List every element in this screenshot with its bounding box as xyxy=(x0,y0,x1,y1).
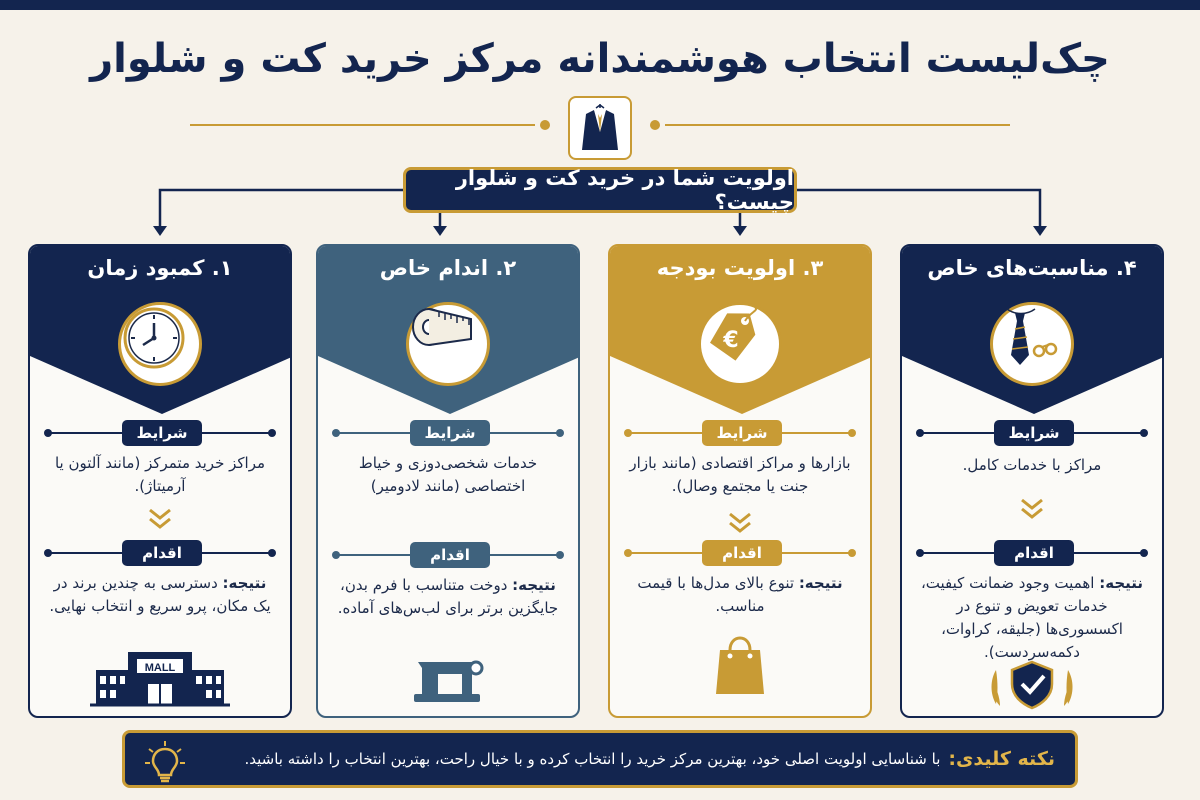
card-special-occasions xyxy=(900,244,1164,718)
quality-shield-icon xyxy=(986,660,1078,710)
conditions-text: بازارها و مراکز اقتصادی (مانند بازار جنت یا مجتمع وصال). xyxy=(629,454,851,495)
action-label: اقدام xyxy=(702,540,782,566)
conditions-label: شرایط xyxy=(122,420,202,446)
conditions-label: شرایط xyxy=(410,420,490,446)
conditions-text: خدمات شخصی‌دوزی و خیاط اختصاصی (مانند لادومیر) xyxy=(358,454,538,495)
action-label: اقدام xyxy=(410,542,490,568)
key-note-text: با شناسایی اولویت اصلی خود، بهترین مرکز خرید را انتخاب کرده و با خیال راحت، بهترین انتخاب را داشته باشید. xyxy=(244,750,941,768)
card-title: ۳. اولویت بودجه xyxy=(656,256,824,280)
card-header xyxy=(610,246,870,416)
clock-icon xyxy=(118,302,202,386)
card-title: ۲. اندام خاص xyxy=(379,256,517,280)
title-divider-dot-left xyxy=(540,120,550,130)
card-time-shortage xyxy=(28,244,292,718)
result-label: نتیجه: xyxy=(1099,574,1144,592)
priority-question: اولویت شما در خرید کت و شلوار چیست؟ xyxy=(403,167,797,213)
measuring-tape-icon xyxy=(406,302,490,386)
mall-sign-text: MALL xyxy=(144,662,176,674)
result-label: نتیجه: xyxy=(222,574,267,592)
mall-building-icon xyxy=(90,644,230,708)
card-header xyxy=(318,246,578,416)
result-value: تنوع بالای مدل‌ها با قیمت مناسب. xyxy=(637,574,795,615)
result-label: نتیجه: xyxy=(512,576,556,594)
result-text xyxy=(916,572,1148,664)
page-title: چک‌لیست انتخاب هوشمندانه مرکز خرید کت و شلوار xyxy=(90,36,1110,82)
result-value: دوخت متناسب با فرم بدن، جایگزین برتر برای لب‌س‌های آماده. xyxy=(337,576,559,617)
card-budget xyxy=(608,244,872,718)
key-note-banner xyxy=(122,730,1078,788)
card-header xyxy=(30,246,290,416)
result-text xyxy=(44,572,276,618)
suit-jacket-icon xyxy=(568,96,632,160)
top-bar xyxy=(0,0,1200,10)
action-label: اقدام xyxy=(994,540,1074,566)
result-label: نتیجه: xyxy=(798,574,843,592)
action-label: اقدام xyxy=(122,540,202,566)
chevron-down-icon xyxy=(726,512,754,534)
conditions-text: مراکز خرید متمرکز (مانند آلتون یا آرمیتاژ). xyxy=(54,454,266,495)
title-divider-left xyxy=(190,124,535,126)
result-text xyxy=(332,574,564,620)
conditions-label: شرایط xyxy=(994,420,1074,446)
chevron-down-icon xyxy=(146,508,174,530)
conditions-text: مراکز با خدمات کامل. xyxy=(962,456,1102,474)
title-divider-dot-right xyxy=(650,120,660,130)
card-header xyxy=(902,246,1162,416)
tie-and-cufflinks-icon xyxy=(990,302,1074,386)
sewing-machine-icon xyxy=(412,648,484,706)
key-note-label: نکته کلیدی: xyxy=(948,748,1055,770)
card-title: ۴. مناسبت‌های خاص xyxy=(927,256,1137,280)
shopping-bag-icon xyxy=(714,630,766,696)
title-divider-right xyxy=(665,124,1010,126)
result-text xyxy=(624,572,856,618)
conditions-label: شرایط xyxy=(702,420,782,446)
chevron-down-icon xyxy=(1018,498,1046,520)
card-title: ۱. کمبود زمان xyxy=(87,256,233,280)
card-special-body xyxy=(316,244,580,718)
price-tag-icon xyxy=(698,302,782,386)
result-value: دسترسی به چندین برند در یک مکان، پرو سریع و انتخاب نهایی. xyxy=(49,574,271,615)
lightbulb-icon xyxy=(143,739,187,783)
svg-text:€: € xyxy=(723,328,739,353)
result-value: اهمیت وجود ضمانت کیفیت، خدمات تعویض و تنوع در اکسسوری‌ها (جلیقه، کراوات، دکمه‌سردست). xyxy=(920,574,1123,661)
